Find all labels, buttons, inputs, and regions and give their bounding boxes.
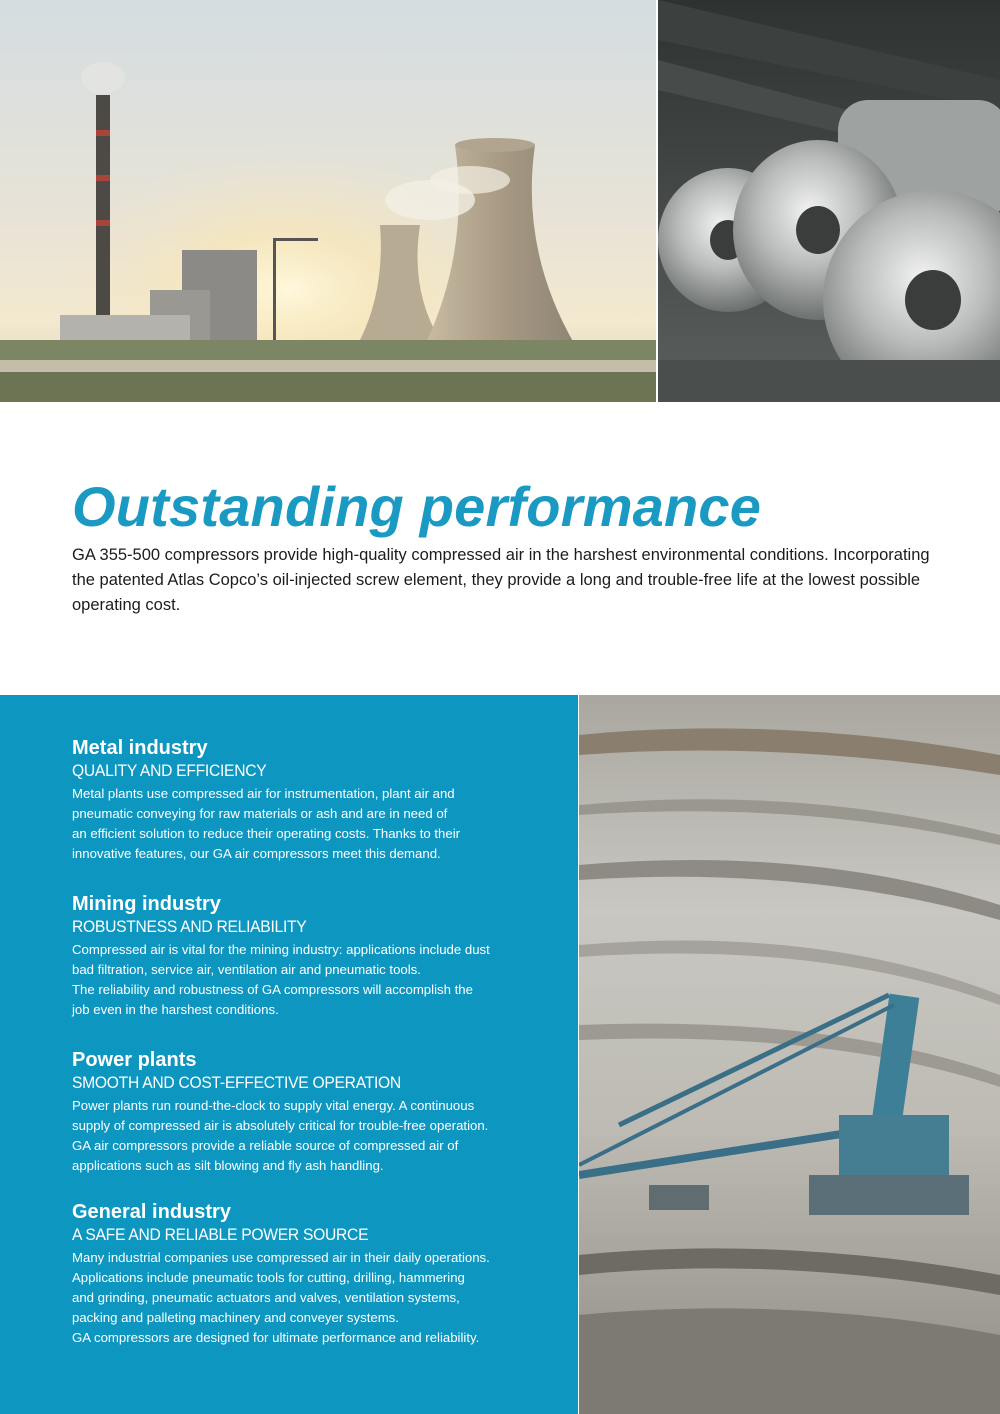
section-heading: Power plants <box>72 1049 197 1071</box>
section-heading: General industry <box>72 1201 231 1223</box>
steel-coils-photo <box>658 0 1000 402</box>
section-body: Power plants run round-the-clock to supply vital energy. A continuous supply of compressed air is absolutely critical for trouble-free operation. GA air compressors provide a reliable source of compressed air of applications such as silt blowing and fly ash handling. <box>72 1098 489 1173</box>
section-power-plants <box>72 1048 552 1176</box>
section-subheading: SMOOTH AND COST-EFFECTIVE OPERATION <box>72 1073 401 1092</box>
section-body: Many industrial companies use compressed air in their daily operations. Applications include pneumatic tools for cutting, drilling, hammering and grinding, pneumatic actuators and valves, ventilation systems, packing and palleting machinery and conveyer systems. GA compressors are designed for ultimate performance and reliability. <box>72 1250 490 1345</box>
intro-paragraph: GA 355-500 compressors provide high-quality compressed air in the harshest environmental conditions. Incorporating the patented Atlas Copco’s oil-injected screw element, they provide a long and trouble-free life at the lowest possible operating cost. <box>72 546 930 614</box>
section-subheading: A SAFE AND RELIABLE POWER SOURCE <box>72 1225 369 1244</box>
section-metal-industry <box>72 736 552 864</box>
power-plant-photo <box>0 0 656 402</box>
open-pit-mine-photo <box>579 695 1000 1414</box>
page-title: Outstanding performance <box>72 475 762 538</box>
section-general-industry <box>72 1200 552 1348</box>
section-heading: Metal industry <box>72 737 208 759</box>
section-body: Compressed air is vital for the mining industry: applications include dust bad filtration, service air, ventilation air and pneumatic tools. The reliability and robustness of GA compressors will accomplish the job even in the harshest conditions. <box>72 942 490 1017</box>
section-subheading: ROBUSTNESS AND RELIABILITY <box>72 917 307 936</box>
section-mining-industry <box>72 892 552 1020</box>
section-body: Metal plants use compressed air for instrumentation, plant air and pneumatic conveying for raw materials or ash and are in need of an efficient solution to reduce their operating costs. Thanks to their innovative features, our GA air compressors meet this demand. <box>72 786 461 861</box>
section-heading: Mining industry <box>72 893 221 915</box>
section-subheading: QUALITY AND EFFICIENCY <box>72 761 267 780</box>
